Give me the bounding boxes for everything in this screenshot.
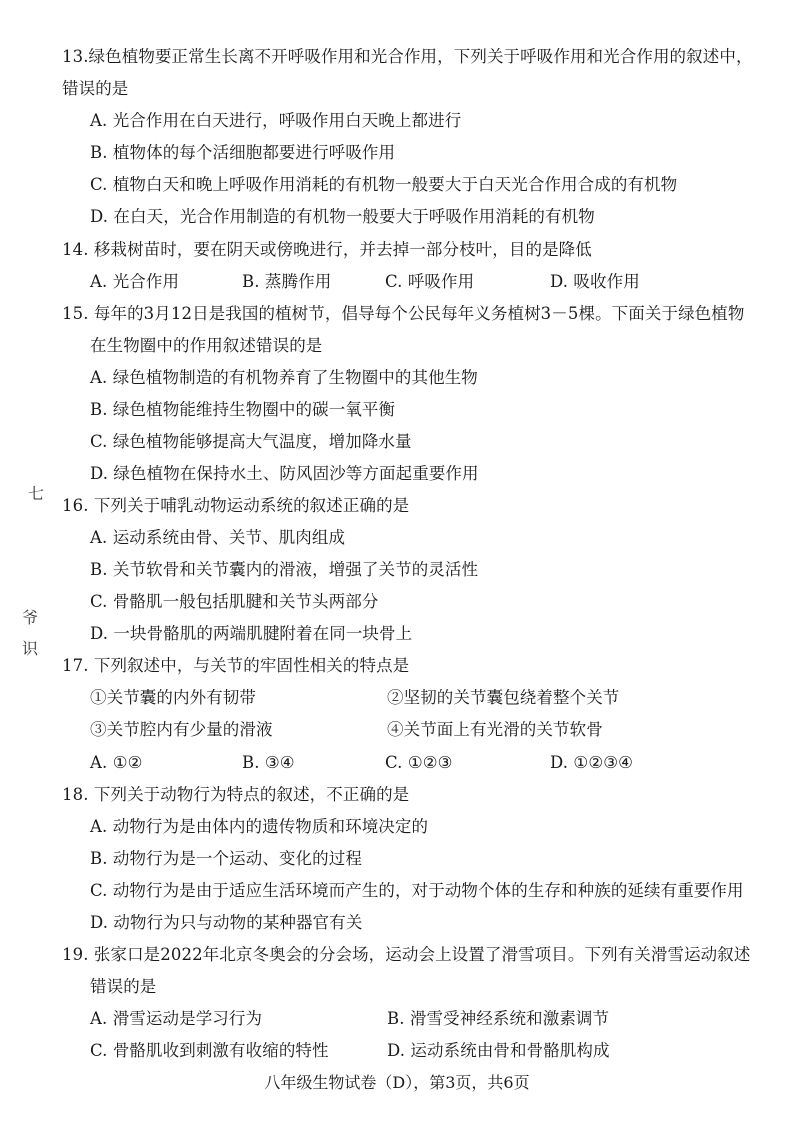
question-16-option-c: C. 骨骼肌一般包括肌腱和关节头两部分 — [90, 592, 379, 611]
question-17-option-a: A. ①② — [90, 753, 143, 772]
margin-mark-2: 爷 — [22, 608, 39, 627]
question-13-stem-line-1: 13.绿色植物要正常生长离不开呼吸作用和光合作用，下列关于呼吸作用和光合作用的叙述中， — [62, 47, 753, 66]
question-19-stem-line-2: 错误的是 — [90, 977, 157, 996]
question-17-option-d: D. ①②③④ — [550, 753, 633, 772]
question-15-stem-line-2: 在生物圈中的作用叙述错误的是 — [90, 336, 323, 355]
question-19-option-d: D. 运动系统由骨和骨骼肌构成 — [387, 1041, 610, 1060]
question-18-option-b: B. 动物行为是一个运动、变化的过程 — [90, 849, 362, 868]
question-17-statement-2: ②坚韧的关节囊包绕着整个关节 — [387, 688, 620, 707]
question-14-option-d: D. 吸收作用 — [550, 272, 640, 291]
question-17-statement-4: ④关节面上有光滑的关节软骨 — [387, 720, 603, 739]
margin-mark-3: 识 — [22, 639, 39, 658]
question-14-stem: 14. 移栽树苗时，要在阴天或傍晚进行，并去掉一部分枝叶，目的是降低 — [62, 240, 592, 259]
question-19-option-b: B. 滑雪受神经系统和激素调节 — [387, 1009, 610, 1028]
question-13-stem-line-2: 错误的是 — [62, 79, 129, 98]
question-14-option-b: B. 蒸腾作用 — [242, 272, 332, 291]
question-16-stem: 16. 下列关于哺乳动物运动系统的叙述正确的是 — [62, 496, 410, 515]
question-16-option-d: D. 一块骨骼肌的两端肌腱附着在同一块骨上 — [90, 624, 413, 643]
question-18-option-a: A. 动物行为是由体内的遗传物质和环境决定的 — [90, 817, 429, 836]
question-19-option-a: A. 滑雪运动是学习行为 — [90, 1009, 263, 1028]
question-14-option-a: A. 光合作用 — [90, 272, 180, 291]
question-15-option-a: A. 绿色植物制造的有机物养育了生物圈中的其他生物 — [90, 368, 478, 387]
margin-mark-1: 七 — [28, 484, 45, 503]
question-13-option-d: D. 在白天，光合作用制造的有机物一般要大于呼吸作用消耗的有机物 — [90, 207, 595, 226]
question-13-option-a: A. 光合作用在白天进行，呼吸作用白天晚上都进行 — [90, 111, 462, 130]
question-18-stem: 18. 下列关于动物行为特点的叙述，不正确的是 — [62, 785, 410, 804]
question-18-option-c: C. 动物行为是由于适应生活环境而产生的，对于动物个体的生存和种族的延续有重要作用 — [90, 881, 744, 900]
question-19-option-c: C. 骨骼肌收到刺激有收缩的特性 — [90, 1041, 329, 1060]
question-15-option-b: B. 绿色植物能维持生物圈中的碳一氧平衡 — [90, 400, 396, 419]
question-17-option-c: C. ①②③ — [385, 753, 453, 772]
question-15-option-d: D. 绿色植物在保持水土、防风固沙等方面起重要作用 — [90, 464, 479, 483]
question-17-stem: 17. 下列叙述中，与关节的牢固性相关的特点是 — [62, 656, 410, 675]
question-14-option-c: C. 呼吸作用 — [385, 272, 475, 291]
question-17-statement-1: ①关节囊的内外有韧带 — [90, 688, 256, 707]
question-15-option-c: C. 绿色植物能够提高大气温度，增加降水量 — [90, 432, 412, 451]
question-13-option-c: C. 植物白天和晚上呼吸作用消耗的有机物一般要大于白天光合作用合成的有机物 — [90, 175, 678, 194]
question-17-option-b: B. ③④ — [242, 753, 295, 772]
question-18-option-d: D. 动物行为只与动物的某种器官有关 — [90, 913, 363, 932]
question-16-option-a: A. 运动系统由骨、关节、肌肉组成 — [90, 528, 346, 547]
question-17-statement-3: ③关节腔内有少量的滑液 — [90, 720, 273, 739]
page-footer: 八年级生物试卷（D），第3页，共6页 — [264, 1073, 530, 1092]
question-15-stem-line-1: 15. 每年的3月12日是我国的植树节，倡导每个公民每年义务植树3－5棵。下面关于绿色植物 — [62, 304, 745, 323]
question-19-stem-line-1: 19. 张家口是2022年北京冬奥会的分会场，运动会上设置了滑雪项目。下列有关滑雪运动叙述 — [62, 945, 751, 964]
question-16-option-b: B. 关节软骨和关节囊内的滑液，增强了关节的灵活性 — [90, 560, 479, 579]
question-13-option-b: B. 植物体的每个活细胞都要进行呼吸作用 — [90, 143, 396, 162]
